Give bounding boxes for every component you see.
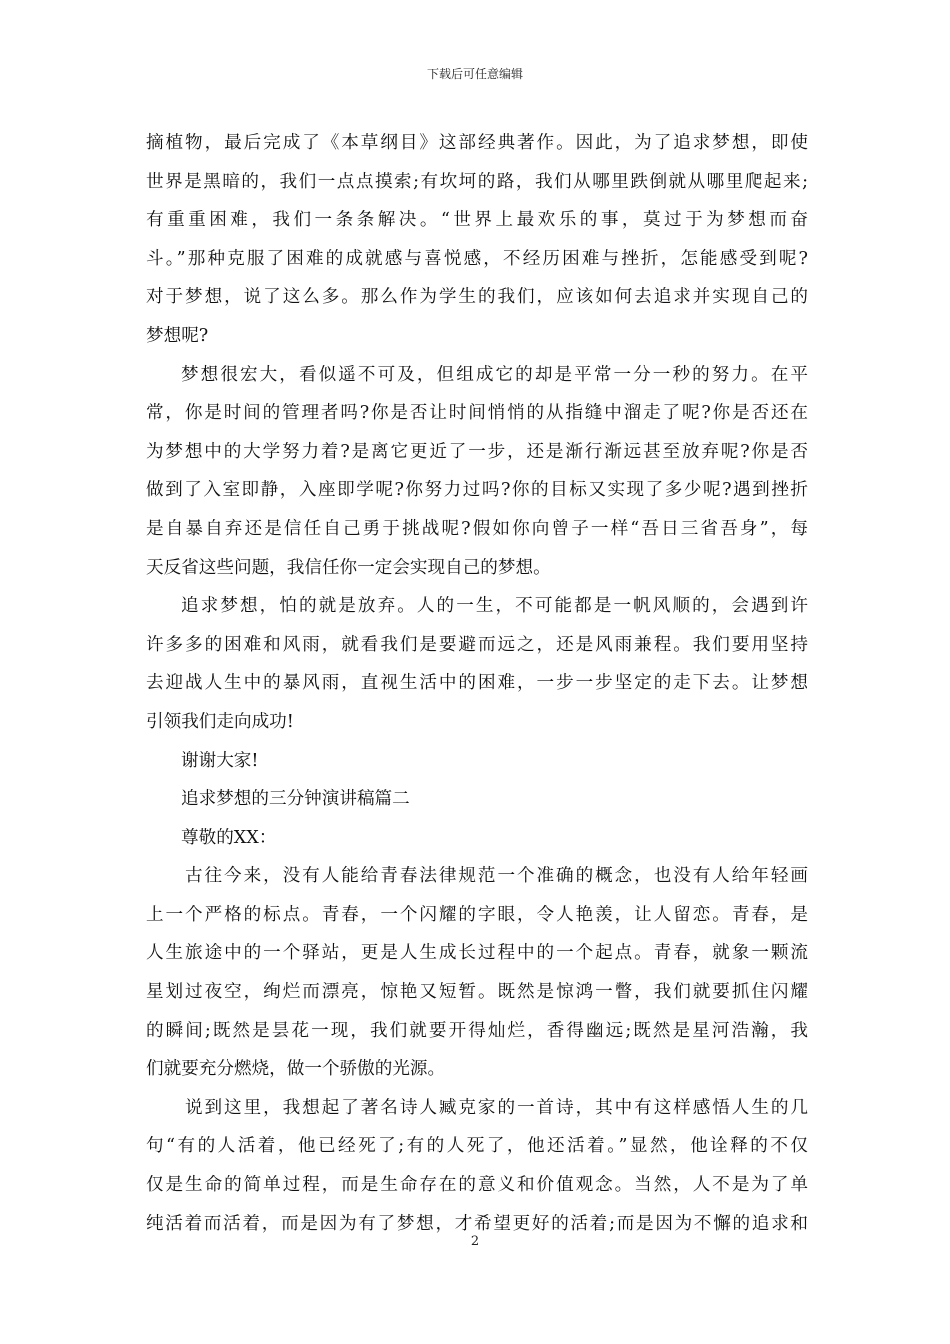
text-line: 是自暴自弃还是信任自己勇于挑战呢?假如你向曾子一样“吾日三省吾身”，每 [146,518,808,539]
text-line: 上一个严格的标点。青春，一个闪耀的字眼，令人艳羡，让人留恋。青春，是 [146,904,808,925]
text-line: 有重重困难，我们一条条解决。“世界上最欢乐的事，莫过于为梦想而奋 [146,210,808,231]
text-line: 星划过夜空，绚烂而漂亮，惊艳又短暂。既然是惊鸿一瞥，我们就要抓住闪耀 [146,982,808,1003]
text-line: 梦想呢? [146,325,209,346]
text-line: 斗。”那种克服了困难的成就感与喜悦感，不经历困难与挫折，怎能感受到呢? [146,248,808,269]
text-line: 人生旅途中的一个驿站，更是人生成长过程中的一个起点。青春，就象一颗流 [146,943,808,964]
paragraph-first-line: 追求梦想，怕的就是放弃。人的一生，不可能都是一帆风顺的，会遇到许 [181,596,808,617]
section-title: 追求梦想的三分钟演讲稿篇二 [181,789,410,810]
text-line: 纯活着而活着，而是因为有了梦想，才希望更好的活着;而是因为不懈的追求和 [146,1213,808,1234]
text-line: 天反省这些问题，我信任你一定会实现自己的梦想。 [146,557,551,578]
paragraph-first-line: 古往今来，没有人能给青春法律规范一个准确的概念，也没有人给年轻画 [185,866,808,887]
text-line: 对于梦想，说了这么多。那么作为学生的我们，应该如何去追求并实现自己的 [146,287,808,308]
text-line: 引领我们走向成功! [146,711,294,732]
text-line: 为梦想中的大学努力着?是离它更近了一步，还是渐行渐远甚至放弃呢?你是否 [146,441,808,462]
text-line: 去迎战人生中的暴风雨，直视生活中的困难，一步一步坚定的走下去。让梦想 [146,673,808,694]
closing-line: 谢谢大家! [181,750,259,771]
text-line: 的瞬间;既然是昙花一现，我们就要开得灿烂，香得幽远;既然是星河浩瀚，我 [146,1020,808,1041]
text-line: 句“有的人活着，他已经死了;有的人死了，他还活着。”显然，他诠释的不仅 [146,1136,808,1157]
text-line: 常，你是时间的管理者吗?你是否让时间悄悄的从指缝中溜走了呢?你是否还在 [146,403,808,424]
text-line: 世界是黑暗的，我们一点点摸索;有坎坷的路，我们从哪里跌倒就从哪里爬起来; [146,171,808,192]
text-line: 们就要充分燃烧，做一个骄傲的光源。 [146,1059,446,1080]
text-line: 做到了入室即静，入座即学呢?你努力过吗?你的目标又实现了多少呢?遇到挫折 [146,480,808,501]
text-line: 摘植物，最后完成了《本草纲目》这部经典著作。因此，为了追求梦想，即使 [146,133,808,153]
page-number: 2 [470,1234,480,1249]
page-header: 下载后可任意编辑 [426,67,523,81]
text-line: 仅是生命的简单过程，而是生命存在的意义和价值观念。当然，人不是为了单 [146,1175,808,1196]
document-body [146,124,808,1243]
paragraph-first-line: 说到这里，我想起了著名诗人臧克家的一首诗，其中有这样感悟人生的几 [185,1097,808,1118]
text-line: 许多多的困难和风雨，就看我们是要避而远之，还是风雨兼程。我们要用坚持 [146,634,808,655]
paragraph-first-line: 梦想很宏大，看似遥不可及，但组成它的却是平常一分一秒的努力。在平 [181,364,808,385]
salutation: 尊敬的XX： [181,827,277,848]
